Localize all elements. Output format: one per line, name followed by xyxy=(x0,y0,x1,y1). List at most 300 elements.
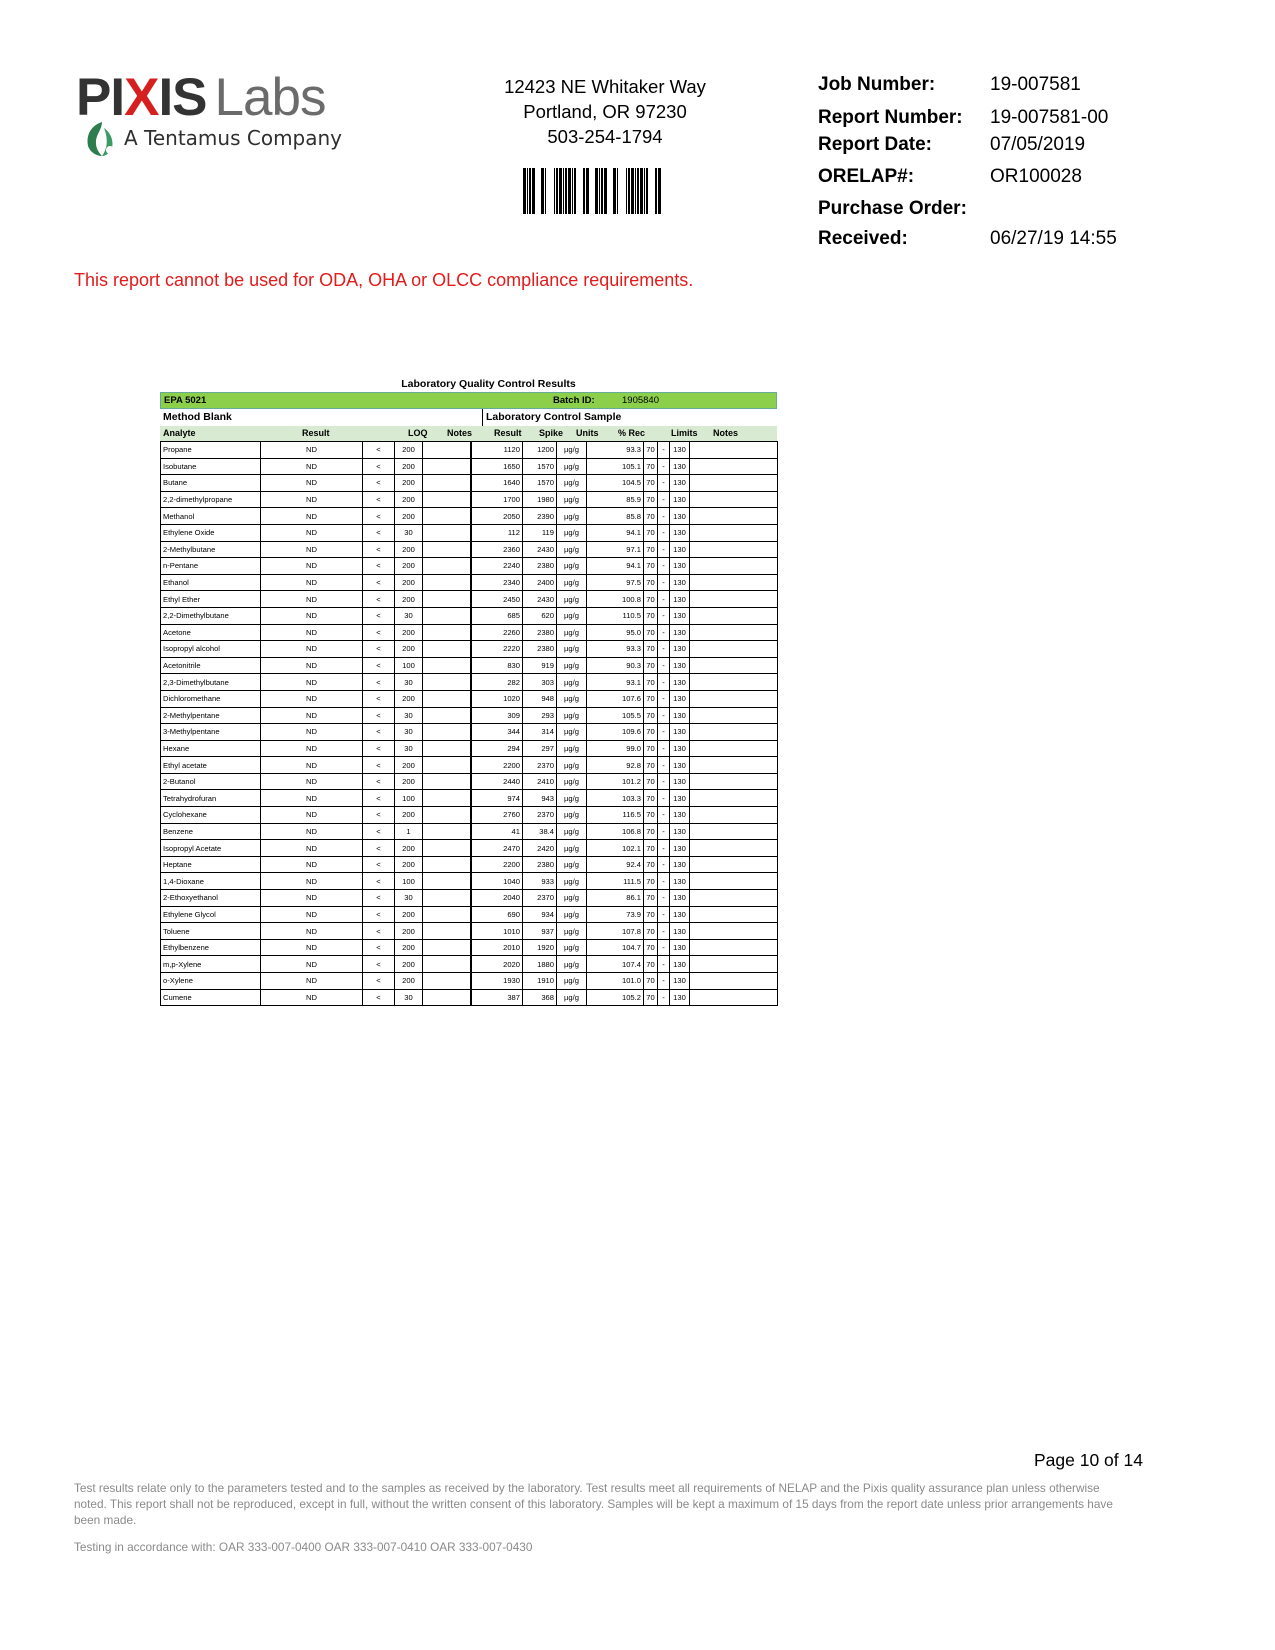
cell-limit-dash: - xyxy=(658,624,670,641)
cell-lcs-notes xyxy=(690,624,778,641)
cell-result: ND xyxy=(261,475,363,492)
cell-result: ND xyxy=(261,906,363,923)
cell-limit-dash: - xyxy=(658,641,670,658)
cell-limit-dash: - xyxy=(658,840,670,857)
cell-analyte: Dichloromethane xyxy=(161,690,261,707)
cell-notes xyxy=(423,442,471,459)
cell-lt: < xyxy=(363,607,395,624)
barcode-bar xyxy=(626,168,627,214)
cell-lcs-result: 41 xyxy=(471,823,523,840)
cell-spike: 314 xyxy=(523,724,557,741)
cell-spike: 368 xyxy=(523,989,557,1006)
cell-notes xyxy=(423,607,471,624)
cell-units: µg/g xyxy=(557,491,587,508)
cell-limit-dash: - xyxy=(658,807,670,824)
cell-limit-dash: - xyxy=(658,906,670,923)
cell-limit-low: 70 xyxy=(644,491,658,508)
cell-units: µg/g xyxy=(557,823,587,840)
cell-spike: 1980 xyxy=(523,491,557,508)
cell-analyte: Acetone xyxy=(161,624,261,641)
table-row xyxy=(161,624,778,641)
cell-lt: < xyxy=(363,458,395,475)
cell-limit-high: 130 xyxy=(670,475,690,492)
cell-loq: 30 xyxy=(395,989,423,1006)
table-row xyxy=(161,973,778,990)
cell-spike: 119 xyxy=(523,524,557,541)
cell-result: ND xyxy=(261,939,363,956)
column-headers xyxy=(160,426,777,441)
cell-lcs-result: 1120 xyxy=(471,442,523,459)
cell-loq: 30 xyxy=(395,724,423,741)
cell-limit-high: 130 xyxy=(670,657,690,674)
barcode-bar xyxy=(568,168,571,214)
cell-rec: 97.1 xyxy=(587,541,644,558)
cell-lt: < xyxy=(363,856,395,873)
cell-lcs-result: 1020 xyxy=(471,690,523,707)
cell-limit-low: 70 xyxy=(644,873,658,890)
cell-spike: 933 xyxy=(523,873,557,890)
cell-rec: 90.3 xyxy=(587,657,644,674)
cell-spike: 1200 xyxy=(523,442,557,459)
cell-notes xyxy=(423,674,471,691)
barcode-bar xyxy=(556,168,558,214)
cell-lt: < xyxy=(363,641,395,658)
cell-limit-low: 70 xyxy=(644,508,658,525)
cell-limit-low: 70 xyxy=(644,541,658,558)
cell-notes xyxy=(423,923,471,940)
cell-rec: 102.1 xyxy=(587,840,644,857)
cell-limit-low: 70 xyxy=(644,690,658,707)
cell-result: ND xyxy=(261,956,363,973)
cell-lt: < xyxy=(363,674,395,691)
col-rec: % Rec xyxy=(618,428,646,438)
cell-lcs-notes xyxy=(690,491,778,508)
table-row xyxy=(161,956,778,973)
cell-notes xyxy=(423,890,471,907)
cell-limit-low: 70 xyxy=(644,442,658,459)
cell-units: µg/g xyxy=(557,773,587,790)
cell-limit-low: 70 xyxy=(644,790,658,807)
cell-notes xyxy=(423,773,471,790)
cell-limit-high: 130 xyxy=(670,591,690,608)
batch-id: 1905840 xyxy=(622,395,659,406)
cell-loq: 200 xyxy=(395,508,423,525)
cell-units: µg/g xyxy=(557,856,587,873)
cell-loq: 200 xyxy=(395,558,423,575)
cell-rec: 109.6 xyxy=(587,724,644,741)
cell-limit-dash: - xyxy=(658,773,670,790)
cell-units: µg/g xyxy=(557,740,587,757)
cell-lt: < xyxy=(363,939,395,956)
cell-lcs-result: 282 xyxy=(471,674,523,691)
cell-limit-high: 130 xyxy=(670,707,690,724)
cell-limit-dash: - xyxy=(658,541,670,558)
cell-lcs-notes xyxy=(690,724,778,741)
cell-lcs-result: 2440 xyxy=(471,773,523,790)
cell-limit-low: 70 xyxy=(644,591,658,608)
cell-result: ND xyxy=(261,541,363,558)
cell-limit-low: 70 xyxy=(644,890,658,907)
table-row xyxy=(161,823,778,840)
cell-analyte: Isobutane xyxy=(161,458,261,475)
cell-limit-dash: - xyxy=(658,657,670,674)
cell-result: ND xyxy=(261,890,363,907)
cell-result: ND xyxy=(261,823,363,840)
received-datetime: 06/27/19 14:55 xyxy=(990,228,1117,249)
cell-analyte: Ethanol xyxy=(161,574,261,591)
cell-rec: 86.1 xyxy=(587,890,644,907)
table-row xyxy=(161,856,778,873)
logo-text-pi: PI xyxy=(76,68,125,127)
cell-analyte: Heptane xyxy=(161,856,261,873)
cell-limit-high: 130 xyxy=(670,674,690,691)
cell-lcs-notes xyxy=(690,856,778,873)
cell-lcs-notes xyxy=(690,807,778,824)
job-number: 19-007581 xyxy=(990,74,1081,95)
company-logo xyxy=(76,70,366,165)
table-row xyxy=(161,508,778,525)
table-row xyxy=(161,674,778,691)
cell-units: µg/g xyxy=(557,757,587,774)
cell-spike: 1570 xyxy=(523,475,557,492)
table-row xyxy=(161,807,778,824)
cell-notes xyxy=(423,491,471,508)
cell-rec: 107.6 xyxy=(587,690,644,707)
cell-analyte: 1,4-Dioxane xyxy=(161,873,261,890)
cell-lcs-notes xyxy=(690,989,778,1006)
table-row xyxy=(161,458,778,475)
table-row xyxy=(161,690,778,707)
cell-result: ND xyxy=(261,558,363,575)
cell-spike: 943 xyxy=(523,790,557,807)
cell-lcs-result: 830 xyxy=(471,657,523,674)
cell-loq: 200 xyxy=(395,906,423,923)
cell-analyte: Propane xyxy=(161,442,261,459)
logo-text-x: X xyxy=(124,68,159,127)
cell-rec: 93.3 xyxy=(587,442,644,459)
cell-lcs-result: 2470 xyxy=(471,840,523,857)
cell-limit-high: 130 xyxy=(670,607,690,624)
cell-notes xyxy=(423,541,471,558)
barcode-bar xyxy=(545,168,546,214)
col-spike: Spike xyxy=(539,428,564,438)
cell-result: ND xyxy=(261,790,363,807)
cell-analyte: Ethyl acetate xyxy=(161,757,261,774)
cell-spike: 2370 xyxy=(523,890,557,907)
cell-loq: 200 xyxy=(395,541,423,558)
cell-limit-dash: - xyxy=(658,690,670,707)
cell-lcs-notes xyxy=(690,690,778,707)
cell-lt: < xyxy=(363,690,395,707)
cell-units: µg/g xyxy=(557,790,587,807)
cell-loq: 200 xyxy=(395,956,423,973)
barcode-bar xyxy=(586,168,589,214)
cell-result: ND xyxy=(261,607,363,624)
cell-result: ND xyxy=(261,657,363,674)
cell-limit-dash: - xyxy=(658,790,670,807)
cell-limit-low: 70 xyxy=(644,956,658,973)
cell-notes xyxy=(423,939,471,956)
cell-loq: 200 xyxy=(395,923,423,940)
cell-lcs-result: 1010 xyxy=(471,923,523,940)
barcode-bar xyxy=(640,168,643,214)
cell-lt: < xyxy=(363,707,395,724)
table-row xyxy=(161,923,778,940)
cell-lcs-result: 2010 xyxy=(471,939,523,956)
cell-limit-dash: - xyxy=(658,740,670,757)
cell-units: µg/g xyxy=(557,724,587,741)
cell-limit-high: 130 xyxy=(670,890,690,907)
cell-limit-high: 130 xyxy=(670,823,690,840)
section-headers xyxy=(160,409,777,426)
col-lcs-result: Result xyxy=(494,428,522,438)
cell-limit-high: 130 xyxy=(670,873,690,890)
cell-lt: < xyxy=(363,807,395,824)
cell-limit-high: 130 xyxy=(670,807,690,824)
cell-analyte: Benzene xyxy=(161,823,261,840)
cell-limit-high: 130 xyxy=(670,790,690,807)
cell-lcs-notes xyxy=(690,773,778,790)
cell-analyte: 2-Methylbutane xyxy=(161,541,261,558)
cell-limit-low: 70 xyxy=(644,475,658,492)
cell-limit-dash: - xyxy=(658,956,670,973)
cell-lt: < xyxy=(363,890,395,907)
cell-analyte: 2-Ethoxyethanol xyxy=(161,890,261,907)
cell-limit-dash: - xyxy=(658,574,670,591)
cell-lcs-notes xyxy=(690,674,778,691)
cell-rec: 106.8 xyxy=(587,823,644,840)
cell-units: µg/g xyxy=(557,674,587,691)
cell-lcs-notes xyxy=(690,939,778,956)
cell-limit-dash: - xyxy=(658,856,670,873)
cell-loq: 200 xyxy=(395,757,423,774)
cell-lcs-notes xyxy=(690,707,778,724)
cell-result: ND xyxy=(261,840,363,857)
cell-lt: < xyxy=(363,574,395,591)
cell-lcs-notes xyxy=(690,790,778,807)
cell-loq: 200 xyxy=(395,690,423,707)
cell-rec: 92.8 xyxy=(587,757,644,774)
cell-notes xyxy=(423,458,471,475)
cell-units: µg/g xyxy=(557,558,587,575)
qc-title: Laboratory Quality Control Results xyxy=(401,378,576,390)
cell-lt: < xyxy=(363,524,395,541)
cell-analyte: Methanol xyxy=(161,508,261,525)
cell-result: ND xyxy=(261,591,363,608)
cell-result: ND xyxy=(261,740,363,757)
cell-result: ND xyxy=(261,973,363,990)
barcode-bar xyxy=(644,168,645,214)
cell-rec: 93.1 xyxy=(587,674,644,691)
cell-loq: 30 xyxy=(395,607,423,624)
cell-lcs-result: 309 xyxy=(471,707,523,724)
address-phone: 503-254-1794 xyxy=(547,126,663,147)
cell-analyte: 2-Methylpentane xyxy=(161,707,261,724)
cell-limit-low: 70 xyxy=(644,574,658,591)
logo-tagline: A Tentamus Company xyxy=(124,126,343,150)
cell-units: µg/g xyxy=(557,956,587,973)
cell-units: µg/g xyxy=(557,458,587,475)
cell-limit-dash: - xyxy=(658,757,670,774)
cell-rec: 100.8 xyxy=(587,591,644,608)
cell-lcs-result: 974 xyxy=(471,790,523,807)
cell-lcs-notes xyxy=(690,458,778,475)
barcode-bar xyxy=(646,168,648,214)
cell-loq: 30 xyxy=(395,524,423,541)
table-row xyxy=(161,641,778,658)
barcode-bar xyxy=(563,168,564,214)
col-units: Units xyxy=(576,428,599,438)
col-loq: LOQ xyxy=(408,428,428,438)
cell-rec: 94.1 xyxy=(587,558,644,575)
cell-result: ND xyxy=(261,491,363,508)
tentamus-leaf-icon xyxy=(84,120,120,158)
cell-loq: 200 xyxy=(395,773,423,790)
method-blank-heading: Method Blank xyxy=(163,411,232,423)
cell-loq: 100 xyxy=(395,873,423,890)
cell-notes xyxy=(423,508,471,525)
cell-result: ND xyxy=(261,856,363,873)
cell-units: µg/g xyxy=(557,989,587,1006)
cell-lcs-result: 690 xyxy=(471,906,523,923)
cell-limit-low: 70 xyxy=(644,724,658,741)
col-lcs-notes: Notes xyxy=(713,428,739,438)
cell-notes xyxy=(423,657,471,674)
cell-notes xyxy=(423,690,471,707)
cell-limit-low: 70 xyxy=(644,856,658,873)
cell-notes xyxy=(423,973,471,990)
qc-results xyxy=(160,376,777,1006)
cell-lt: < xyxy=(363,624,395,641)
address-city: Portland, OR 97230 xyxy=(523,101,687,122)
cell-limit-high: 130 xyxy=(670,757,690,774)
cell-lt: < xyxy=(363,491,395,508)
barcode-bar xyxy=(655,168,657,214)
cell-lt: < xyxy=(363,508,395,525)
cell-spike: 1880 xyxy=(523,956,557,973)
cell-notes xyxy=(423,475,471,492)
table-row xyxy=(161,607,778,624)
cell-loq: 200 xyxy=(395,973,423,990)
cell-lcs-notes xyxy=(690,508,778,525)
cell-notes xyxy=(423,956,471,973)
cell-result: ND xyxy=(261,690,363,707)
cell-loq: 200 xyxy=(395,591,423,608)
cell-analyte: Ethylene Oxide xyxy=(161,524,261,541)
cell-limit-dash: - xyxy=(658,707,670,724)
cell-lcs-notes xyxy=(690,890,778,907)
cell-loq: 100 xyxy=(395,657,423,674)
cell-spike: 297 xyxy=(523,740,557,757)
cell-lcs-notes xyxy=(690,607,778,624)
cell-limit-low: 70 xyxy=(644,524,658,541)
cell-notes xyxy=(423,840,471,857)
cell-units: µg/g xyxy=(557,641,587,658)
cell-lt: < xyxy=(363,840,395,857)
cell-rec: 105.2 xyxy=(587,989,644,1006)
cell-rec: 85.8 xyxy=(587,508,644,525)
cell-rec: 104.7 xyxy=(587,939,644,956)
barcode-bar xyxy=(574,168,576,214)
cell-analyte: Ethyl Ether xyxy=(161,591,261,608)
disclaimer-text: Test results relate only to the parameters tested and to the samples as received by the laboratory. Test results meet all requirements of NELAP and the Pixis quality assurance plan unless otherwise noted. This report shall not be reproduced, except in full, without the written consent of this laboratory. Samples will be kept a maximum of 15 days from the report date unless prior arrangements have been made. xyxy=(74,1481,1113,1527)
cell-spike: 948 xyxy=(523,690,557,707)
cell-limit-low: 70 xyxy=(644,773,658,790)
table-row xyxy=(161,939,778,956)
barcode-bar xyxy=(631,168,634,214)
cell-result: ND xyxy=(261,574,363,591)
cell-limit-high: 130 xyxy=(670,690,690,707)
table-row xyxy=(161,790,778,807)
cell-loq: 200 xyxy=(395,491,423,508)
cell-lcs-notes xyxy=(690,641,778,658)
report-date: 07/05/2019 xyxy=(990,134,1086,155)
cell-loq: 1 xyxy=(395,823,423,840)
cell-units: µg/g xyxy=(557,690,587,707)
cell-analyte: Tetrahydrofuran xyxy=(161,790,261,807)
cell-spike: 2430 xyxy=(523,591,557,608)
testing-accordance: Testing in accordance with: OAR 333-007-0400 OAR 333-007-0410 OAR 333-007-0430 xyxy=(74,1540,533,1554)
cell-notes xyxy=(423,740,471,757)
cell-units: µg/g xyxy=(557,607,587,624)
cell-lcs-notes xyxy=(690,823,778,840)
cell-limit-low: 70 xyxy=(644,641,658,658)
cell-limit-low: 70 xyxy=(644,607,658,624)
table-row xyxy=(161,491,778,508)
cell-lcs-result: 2220 xyxy=(471,641,523,658)
cell-lt: < xyxy=(363,475,395,492)
cell-loq: 30 xyxy=(395,674,423,691)
cell-analyte: Cumene xyxy=(161,989,261,1006)
table-row xyxy=(161,740,778,757)
cell-limit-high: 130 xyxy=(670,840,690,857)
cell-lcs-result: 2240 xyxy=(471,558,523,575)
cell-spike: 2370 xyxy=(523,807,557,824)
cell-lcs-notes xyxy=(690,442,778,459)
cell-result: ND xyxy=(261,923,363,940)
cell-loq: 200 xyxy=(395,939,423,956)
col-analyte: Analyte xyxy=(163,428,196,438)
cell-limit-low: 70 xyxy=(644,906,658,923)
cell-analyte: Isopropyl alcohol xyxy=(161,641,261,658)
cell-limit-high: 130 xyxy=(670,989,690,1006)
cell-spike: 1910 xyxy=(523,973,557,990)
cell-limit-dash: - xyxy=(658,989,670,1006)
page-number: Page 10 of 14 xyxy=(1034,1450,1143,1470)
cell-units: µg/g xyxy=(557,624,587,641)
cell-spike: 2380 xyxy=(523,641,557,658)
cell-lt: < xyxy=(363,790,395,807)
cell-lcs-notes xyxy=(690,973,778,990)
cell-result: ND xyxy=(261,707,363,724)
barcode-bar xyxy=(617,168,618,214)
cell-units: µg/g xyxy=(557,923,587,940)
cell-lcs-notes xyxy=(690,558,778,575)
cell-notes xyxy=(423,574,471,591)
cell-analyte: 2,3-Dimethylbutane xyxy=(161,674,261,691)
cell-spike: 919 xyxy=(523,657,557,674)
cell-limit-high: 130 xyxy=(670,906,690,923)
cell-rec: 73.9 xyxy=(587,906,644,923)
barcode-bar xyxy=(628,168,630,214)
cell-result: ND xyxy=(261,442,363,459)
cell-limit-high: 130 xyxy=(670,458,690,475)
cell-rec: 116.5 xyxy=(587,807,644,824)
barcode-bar xyxy=(523,168,526,214)
cell-notes xyxy=(423,823,471,840)
cell-result: ND xyxy=(261,807,363,824)
barcode-bar xyxy=(658,168,661,214)
